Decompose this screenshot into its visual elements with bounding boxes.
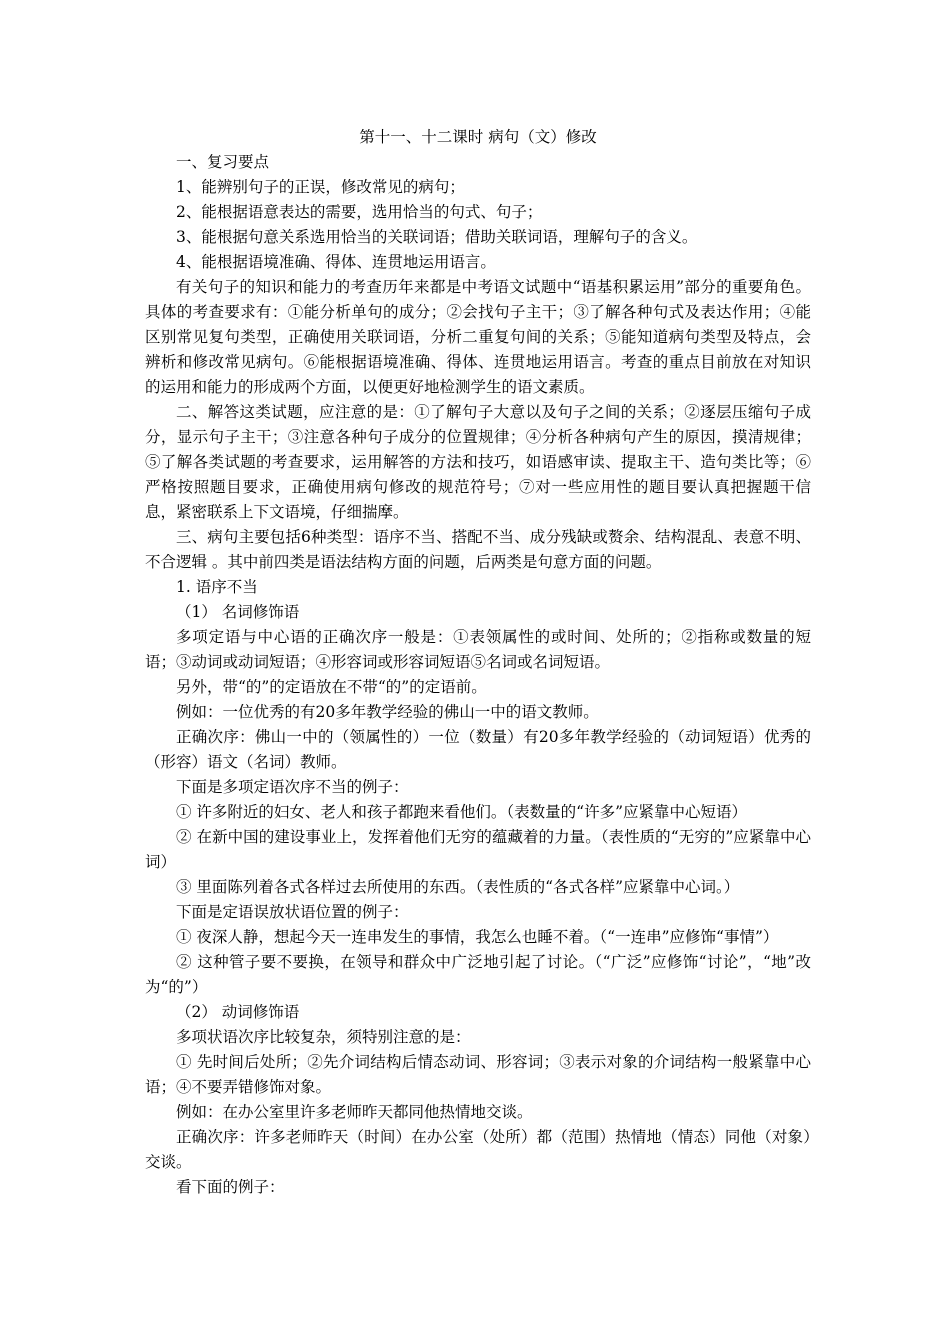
list-item: 4、能根据语境准确、得体、连贯地运用语言。 <box>176 253 496 271</box>
paragraph: 三、病句主要包括6种类型：语序不当、搭配不当、成分残缺或赘余、结构混乱、表意不明、不合逻辑 。其中前四类是语法结构方面的问题，后两类是句意方面的问题。 <box>145 528 811 571</box>
document-title: 第十一、十二课时 病句（文）修改 <box>359 128 597 146</box>
subsection-heading: （1） 名词修饰语 <box>176 603 300 621</box>
list-item: 3、能根据句意关系选用恰当的关联词语；借助关联词语，理解句子的含义。 <box>176 228 698 246</box>
list-item: 2、能根据语意表达的需要，选用恰当的句式、句子； <box>176 203 543 221</box>
example-item: ① 先时间后处所；②先介词结构后情态动词、形容词；③表示对象的介词结构一般紧靠中心语；④不要弄错修饰对象。 <box>145 1053 811 1096</box>
paragraph: 正确次序：许多老师昨天（时间）在办公室（处所）都（范围）热情地（情态）同他（对象）交谈。 <box>145 1128 811 1171</box>
section-heading: 一、复习要点 <box>176 153 270 171</box>
paragraph: 多项定语与中心语的正确次序一般是：①表领属性的或时间、处所的；②指称或数量的短语；③动词或动词短语；④形容词或形容词短语⑤名词或名词短语。 <box>145 628 811 671</box>
paragraph: 二、解答这类试题，应注意的是：①了解句子大意以及句子之间的关系；②逐层压缩句子成分，显示句子主干；③注意各种句子成分的位置规律；④分析各种病句产生的原因，摸清规律；⑤了解各类试题的考查要求，运用解答的方法和技巧，如语感审读、提取主干、造句类比等；⑥严格按照题目要求，正确使用病句修改的规范符号；⑦对一些应用性的题目要认真把握题干信息，紧密联系上下文语境，仔细揣摩。 <box>145 403 811 521</box>
subsection-heading: （2） 动词修饰语 <box>176 1003 300 1021</box>
paragraph: 另外，带“的”的定语放在不带“的”的定语前。 <box>176 678 487 696</box>
example-item: ② 在新中国的建设事业上，发挥着他们无穷的蕴藏着的力量。（表性质的“无穷的”应紧靠中心词） <box>145 828 811 871</box>
paragraph: 多项状语次序比较复杂，须特别注意的是： <box>176 1028 471 1046</box>
document-body <box>145 150 811 1200</box>
paragraph: 例如：在办公室里许多老师昨天都同他热情地交谈。 <box>176 1103 533 1121</box>
paragraph: 下面是定语误放状语位置的例子： <box>176 903 409 921</box>
example-item: ① 夜深人静，想起今天一连串发生的事情，我怎么也睡不着。（“一连串”应修饰“事情”） <box>176 928 779 946</box>
paragraph: 例如：一位优秀的有20多年教学经验的佛山一中的语文教师。 <box>176 703 599 721</box>
paragraph: 正确次序：佛山一中的（领属性的）一位（数量）有20多年教学经验的（动词短语）优秀的（形容）语文（名词）教师。 <box>145 728 811 771</box>
example-item: ③ 里面陈列着各式各样过去所使用的东西。（表性质的“各式各样”应紧靠中心词。） <box>176 878 740 896</box>
list-item: 1、能辨别句子的正误，修改常见的病句； <box>176 178 465 196</box>
example-item: ② 这种管子要不要换，在领导和群众中广泛地引起了讨论。（“广泛”应修饰“讨论”，“地”改为“的”） <box>145 953 811 996</box>
example-item: ① 许多附近的妇女、老人和孩子都跑来看他们。（表数量的“许多”应紧靠中心短语） <box>176 803 748 821</box>
paragraph: 下面是多项定语次序不当的例子： <box>176 778 409 796</box>
paragraph: 看下面的例子： <box>176 1178 285 1196</box>
subsection-heading: 1. 语序不当 <box>176 578 258 596</box>
paragraph: 有关句子的知识和能力的考查历年来都是中考语文试题中“语基积累运用”部分的重要角色。具体的考查要求有：①能分析单句的成分；②会找句子主干；③了解各种句式及表达作用；④能区别常见复句类型，正确使用关联词语，分析二重复句间的关系；⑤能知道病句类型及特点，会辨析和修改常见病句。⑥能根据语境准确、得体、连贯地运用语言。考查的重点目前放在对知识的运用和能力的形成两个方面，以便更好地检测学生的语文素质。 <box>145 278 811 396</box>
